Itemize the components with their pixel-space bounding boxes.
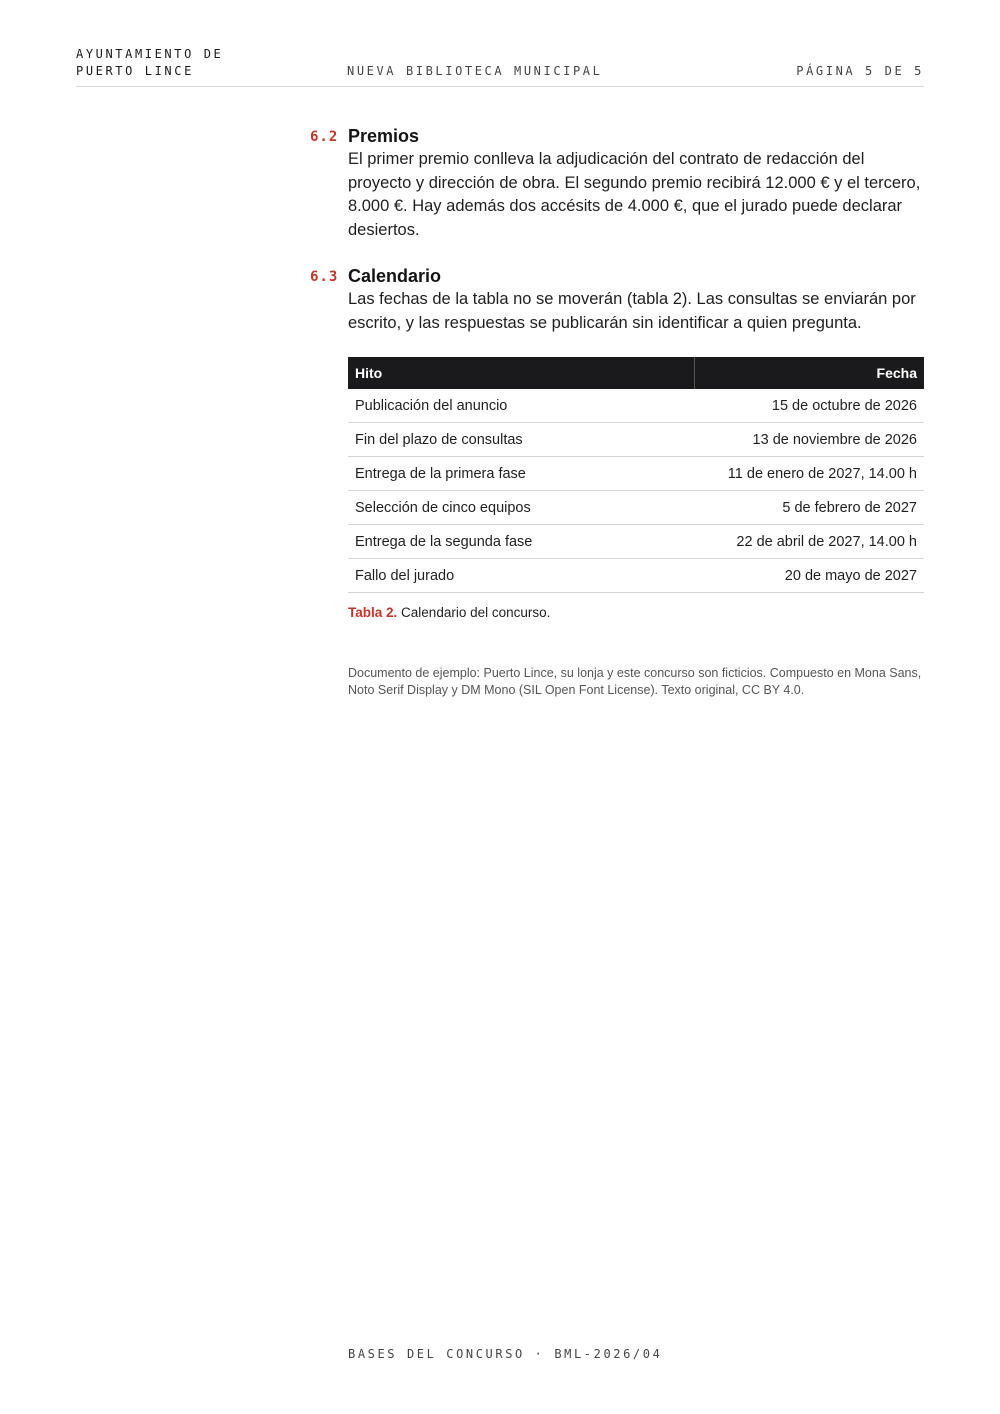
section-calendar [310,264,924,335]
milestone-cell: Fallo del jurado [348,559,695,593]
date-cell: 5 de febrero de 2027 [695,491,925,525]
table-header-row [348,357,924,389]
table-row [348,491,924,525]
document-title: NUEVA BIBLIOTECA MUNICIPAL [347,64,603,78]
section-body: El primer premio conlleva la adjudicación del contrato de redacción del proyecto y dirección de obra. El segundo premio recibirá 12.000 € y el tercero, 8.000 €. Hay además dos accésits de 4.000 €, que el jurado puede declarar desiertos. [348,150,921,239]
page-header [76,46,924,87]
organization-name-line1: AYUNTAMIENTO DE [76,47,224,61]
table-row [348,423,924,457]
table-caption-label: Tabla 2. [348,605,398,620]
milestone-cell: Publicación del anuncio [348,389,695,423]
section-body: Las fechas de la tabla no se moverán (tabla 2). Las consultas se enviarán por escrito, y las respuestas se publicarán sin identificar a quien pregunta. [348,290,916,332]
column-header-date: Fecha [695,357,925,389]
page-number: PÁGINA 5 DE 5 [796,64,924,78]
date-cell: 20 de mayo de 2027 [695,559,925,593]
organization-name [76,46,296,80]
date-cell: 13 de noviembre de 2026 [695,423,925,457]
milestone-cell: Fin del plazo de consultas [348,423,695,457]
calendar-table [348,357,924,593]
table-caption [348,605,924,620]
milestone-cell: Entrega de la primera fase [348,457,695,491]
section-prizes [310,124,924,242]
date-cell: 11 de enero de 2027, 14.00 h [695,457,925,491]
section-number: 6.3 [310,269,339,285]
table-row [348,559,924,593]
date-cell: 15 de octubre de 2026 [695,389,925,423]
table-row [348,389,924,423]
section-title: Premios [348,126,420,146]
milestone-cell: Selección de cinco equipos [348,491,695,525]
milestone-cell: Entrega de la segunda fase [348,525,695,559]
main-content [310,124,924,699]
document-note: Documento de ejemplo: Puerto Lince, su lonja y este concurso son ficticios. Compuesto en Mona Sans, Noto Serif Display y DM Mono (SIL Open Font License). Texto original, CC BY 4.0. [348,666,922,697]
organization-name-line2: PUERTO LINCE [76,64,194,78]
table-caption-text: Calendario del concurso. [401,605,551,620]
table-row [348,525,924,559]
table-row [348,457,924,491]
column-header-milestone: Hito [348,357,695,389]
date-cell: 22 de abril de 2027, 14.00 h [695,525,925,559]
section-title: Calendario [348,266,442,286]
page-footer: BASES DEL CONCURSO · BML-2026/04 [348,1347,663,1361]
section-number: 6.2 [310,129,339,145]
